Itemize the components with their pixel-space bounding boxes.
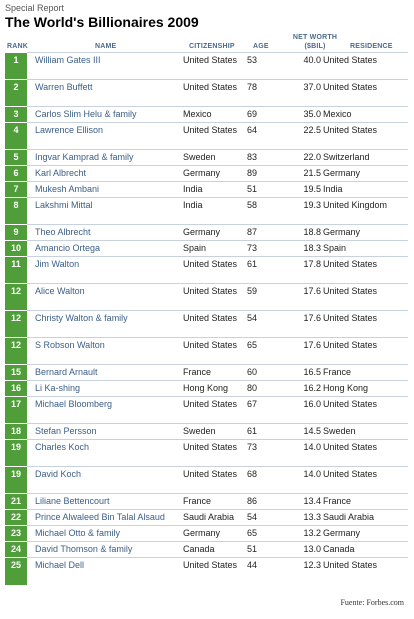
table-row bbox=[5, 257, 408, 284]
rank-cell: 8 bbox=[5, 198, 27, 225]
net-worth-cell: 16.5 bbox=[273, 365, 323, 381]
age-cell: 64 bbox=[245, 123, 273, 150]
name-cell: William Gates III bbox=[27, 53, 181, 80]
residence-cell: Canada bbox=[323, 542, 408, 558]
net-worth-cell: 37.0 bbox=[273, 80, 323, 107]
net-worth-cell: 14.5 bbox=[273, 424, 323, 440]
age-cell: 51 bbox=[245, 182, 273, 198]
residence-cell: Spain bbox=[323, 241, 408, 257]
name-cell: Lakshmi Mittal bbox=[27, 198, 181, 225]
net-worth-cell: 21.5 bbox=[273, 166, 323, 182]
age-cell: 59 bbox=[245, 284, 273, 311]
residence-cell: Switzerland bbox=[323, 150, 408, 166]
name-cell: Theo Albrecht bbox=[27, 225, 181, 241]
rank-cell: 10 bbox=[5, 241, 27, 257]
citizenship-cell: Saudi Arabia bbox=[181, 510, 245, 526]
rank-cell: 9 bbox=[5, 225, 27, 241]
age-cell: 51 bbox=[245, 542, 273, 558]
residence-cell: United Kingdom bbox=[323, 198, 408, 225]
table-row bbox=[5, 424, 408, 440]
name-cell: Carlos Slim Helu & family bbox=[27, 107, 181, 123]
residence-cell: United States bbox=[323, 53, 408, 80]
column-header-citizenship: CITIZENSHIP bbox=[189, 43, 235, 50]
residence-cell: United States bbox=[323, 284, 408, 311]
billionaires-table bbox=[5, 52, 408, 585]
residence-cell: Germany bbox=[323, 526, 408, 542]
table-row bbox=[5, 494, 408, 510]
page-title: The World's Billionaires 2009 bbox=[5, 14, 199, 30]
age-cell: 65 bbox=[245, 338, 273, 365]
citizenship-cell: Germany bbox=[181, 225, 245, 241]
citizenship-cell: India bbox=[181, 182, 245, 198]
column-header-net-worth: NET WORTH ($BIL) bbox=[292, 34, 338, 50]
citizenship-cell: India bbox=[181, 198, 245, 225]
age-cell: 87 bbox=[245, 225, 273, 241]
net-worth-cell: 19.3 bbox=[273, 198, 323, 225]
age-cell: 65 bbox=[245, 526, 273, 542]
column-header-age: AGE bbox=[253, 43, 269, 50]
name-cell: S Robson Walton bbox=[27, 338, 181, 365]
net-worth-cell: 12.3 bbox=[273, 558, 323, 585]
rank-cell: 11 bbox=[5, 257, 27, 284]
table-row bbox=[5, 365, 408, 381]
net-worth-cell: 14.0 bbox=[273, 467, 323, 494]
citizenship-cell: Canada bbox=[181, 542, 245, 558]
net-worth-cell: 16.0 bbox=[273, 397, 323, 424]
rank-cell: 24 bbox=[5, 542, 27, 558]
name-cell: Michael Bloomberg bbox=[27, 397, 181, 424]
table-row bbox=[5, 150, 408, 166]
net-worth-cell: 17.6 bbox=[273, 311, 323, 338]
name-cell: Alice Walton bbox=[27, 284, 181, 311]
net-worth-cell: 19.5 bbox=[273, 182, 323, 198]
residence-cell: United States bbox=[323, 467, 408, 494]
citizenship-cell: United States bbox=[181, 53, 245, 80]
age-cell: 80 bbox=[245, 381, 273, 397]
table-row bbox=[5, 397, 408, 424]
name-cell: Jim Walton bbox=[27, 257, 181, 284]
net-worth-cell: 13.3 bbox=[273, 510, 323, 526]
age-cell: 68 bbox=[245, 467, 273, 494]
rank-cell: 2 bbox=[5, 80, 27, 107]
name-cell: Mukesh Ambani bbox=[27, 182, 181, 198]
table-row bbox=[5, 182, 408, 198]
name-cell: Charles Koch bbox=[27, 440, 181, 467]
name-cell: Lawrence Ellison bbox=[27, 123, 181, 150]
age-cell: 83 bbox=[245, 150, 273, 166]
citizenship-cell: Sweden bbox=[181, 150, 245, 166]
citizenship-cell: United States bbox=[181, 397, 245, 424]
name-cell: Li Ka-shing bbox=[27, 381, 181, 397]
name-cell: Stefan Persson bbox=[27, 424, 181, 440]
name-cell: Prince Alwaleed Bin Talal Alsaud bbox=[27, 510, 181, 526]
age-cell: 61 bbox=[245, 257, 273, 284]
residence-cell: United States bbox=[323, 338, 408, 365]
table-row bbox=[5, 284, 408, 311]
age-cell: 86 bbox=[245, 494, 273, 510]
net-worth-cell: 16.2 bbox=[273, 381, 323, 397]
rank-cell: 18 bbox=[5, 424, 27, 440]
rank-cell: 7 bbox=[5, 182, 27, 198]
citizenship-cell: Spain bbox=[181, 241, 245, 257]
table-row bbox=[5, 107, 408, 123]
residence-cell: United States bbox=[323, 257, 408, 284]
net-worth-cell: 13.4 bbox=[273, 494, 323, 510]
rank-cell: 12 bbox=[5, 338, 27, 365]
name-cell: Christy Walton & family bbox=[27, 311, 181, 338]
net-worth-cell: 18.3 bbox=[273, 241, 323, 257]
name-cell: Karl Albrecht bbox=[27, 166, 181, 182]
citizenship-cell: France bbox=[181, 365, 245, 381]
rank-cell: 17 bbox=[5, 397, 27, 424]
residence-cell: Hong Kong bbox=[323, 381, 408, 397]
net-worth-cell: 22.0 bbox=[273, 150, 323, 166]
rank-cell: 4 bbox=[5, 123, 27, 150]
name-cell: Michael Dell bbox=[27, 558, 181, 585]
rank-cell: 16 bbox=[5, 381, 27, 397]
net-worth-cell: 14.0 bbox=[273, 440, 323, 467]
citizenship-cell: United States bbox=[181, 80, 245, 107]
table-row bbox=[5, 440, 408, 467]
residence-cell: Mexico bbox=[323, 107, 408, 123]
rank-cell: 15 bbox=[5, 365, 27, 381]
citizenship-cell: United States bbox=[181, 558, 245, 585]
age-cell: 73 bbox=[245, 440, 273, 467]
residence-cell: Saudi Arabia bbox=[323, 510, 408, 526]
citizenship-cell: Mexico bbox=[181, 107, 245, 123]
table-row bbox=[5, 123, 408, 150]
table-row bbox=[5, 225, 408, 241]
age-cell: 54 bbox=[245, 510, 273, 526]
name-cell: Amancio Ortega bbox=[27, 241, 181, 257]
age-cell: 67 bbox=[245, 397, 273, 424]
table-row bbox=[5, 311, 408, 338]
residence-cell: France bbox=[323, 494, 408, 510]
table-row bbox=[5, 338, 408, 365]
net-worth-cell: 18.8 bbox=[273, 225, 323, 241]
rank-cell: 23 bbox=[5, 526, 27, 542]
residence-cell: United States bbox=[323, 397, 408, 424]
age-cell: 53 bbox=[245, 53, 273, 80]
residence-cell: United States bbox=[323, 311, 408, 338]
rank-cell: 21 bbox=[5, 494, 27, 510]
table-row bbox=[5, 542, 408, 558]
citizenship-cell: Hong Kong bbox=[181, 381, 245, 397]
report-kicker: Special Report bbox=[5, 3, 65, 13]
rank-cell: 6 bbox=[5, 166, 27, 182]
citizenship-cell: United States bbox=[181, 311, 245, 338]
age-cell: 61 bbox=[245, 424, 273, 440]
citizenship-cell: United States bbox=[181, 338, 245, 365]
age-cell: 73 bbox=[245, 241, 273, 257]
rank-cell: 22 bbox=[5, 510, 27, 526]
net-worth-cell: 17.6 bbox=[273, 338, 323, 365]
citizenship-cell: Germany bbox=[181, 526, 245, 542]
table-row bbox=[5, 510, 408, 526]
name-cell: Warren Buffett bbox=[27, 80, 181, 107]
age-cell: 58 bbox=[245, 198, 273, 225]
table-row bbox=[5, 166, 408, 182]
citizenship-cell: United States bbox=[181, 257, 245, 284]
table-row bbox=[5, 526, 408, 542]
name-cell: David Koch bbox=[27, 467, 181, 494]
net-worth-cell: 17.6 bbox=[273, 284, 323, 311]
citizenship-cell: United States bbox=[181, 284, 245, 311]
residence-cell: Sweden bbox=[323, 424, 408, 440]
rank-cell: 5 bbox=[5, 150, 27, 166]
rank-cell: 1 bbox=[5, 53, 27, 80]
rank-cell: 19 bbox=[5, 440, 27, 467]
citizenship-cell: Germany bbox=[181, 166, 245, 182]
citizenship-cell: United States bbox=[181, 123, 245, 150]
rank-cell: 3 bbox=[5, 107, 27, 123]
age-cell: 44 bbox=[245, 558, 273, 585]
table-row bbox=[5, 53, 408, 80]
name-cell: Bernard Arnault bbox=[27, 365, 181, 381]
age-cell: 78 bbox=[245, 80, 273, 107]
table-row bbox=[5, 381, 408, 397]
table-header bbox=[5, 34, 408, 54]
citizenship-cell: United States bbox=[181, 440, 245, 467]
column-header-rank: RANK bbox=[7, 43, 29, 50]
table-row bbox=[5, 80, 408, 107]
table-row bbox=[5, 241, 408, 257]
residence-cell: India bbox=[323, 182, 408, 198]
age-cell: 60 bbox=[245, 365, 273, 381]
rank-cell: 12 bbox=[5, 311, 27, 338]
net-worth-cell: 17.8 bbox=[273, 257, 323, 284]
column-header-name: NAME bbox=[95, 43, 117, 50]
table-row bbox=[5, 558, 408, 585]
age-cell: 54 bbox=[245, 311, 273, 338]
residence-cell: United States bbox=[323, 80, 408, 107]
net-worth-cell: 13.2 bbox=[273, 526, 323, 542]
residence-cell: United States bbox=[323, 558, 408, 585]
rank-cell: 25 bbox=[5, 558, 27, 585]
source-credit: Fuente: Forbes.com bbox=[340, 598, 404, 607]
rank-cell: 19 bbox=[5, 467, 27, 494]
table-row bbox=[5, 467, 408, 494]
residence-cell: France bbox=[323, 365, 408, 381]
name-cell: Ingvar Kamprad & family bbox=[27, 150, 181, 166]
citizenship-cell: United States bbox=[181, 467, 245, 494]
column-header-residence: RESIDENCE bbox=[350, 43, 393, 50]
net-worth-cell: 40.0 bbox=[273, 53, 323, 80]
name-cell: David Thomson & family bbox=[27, 542, 181, 558]
rank-cell: 12 bbox=[5, 284, 27, 311]
net-worth-cell: 22.5 bbox=[273, 123, 323, 150]
name-cell: Liliane Bettencourt bbox=[27, 494, 181, 510]
age-cell: 89 bbox=[245, 166, 273, 182]
citizenship-cell: Sweden bbox=[181, 424, 245, 440]
residence-cell: United States bbox=[323, 123, 408, 150]
residence-cell: Germany bbox=[323, 166, 408, 182]
age-cell: 69 bbox=[245, 107, 273, 123]
residence-cell: Germany bbox=[323, 225, 408, 241]
table-row bbox=[5, 198, 408, 225]
net-worth-cell: 13.0 bbox=[273, 542, 323, 558]
citizenship-cell: France bbox=[181, 494, 245, 510]
residence-cell: United States bbox=[323, 440, 408, 467]
name-cell: Michael Otto & family bbox=[27, 526, 181, 542]
net-worth-cell: 35.0 bbox=[273, 107, 323, 123]
